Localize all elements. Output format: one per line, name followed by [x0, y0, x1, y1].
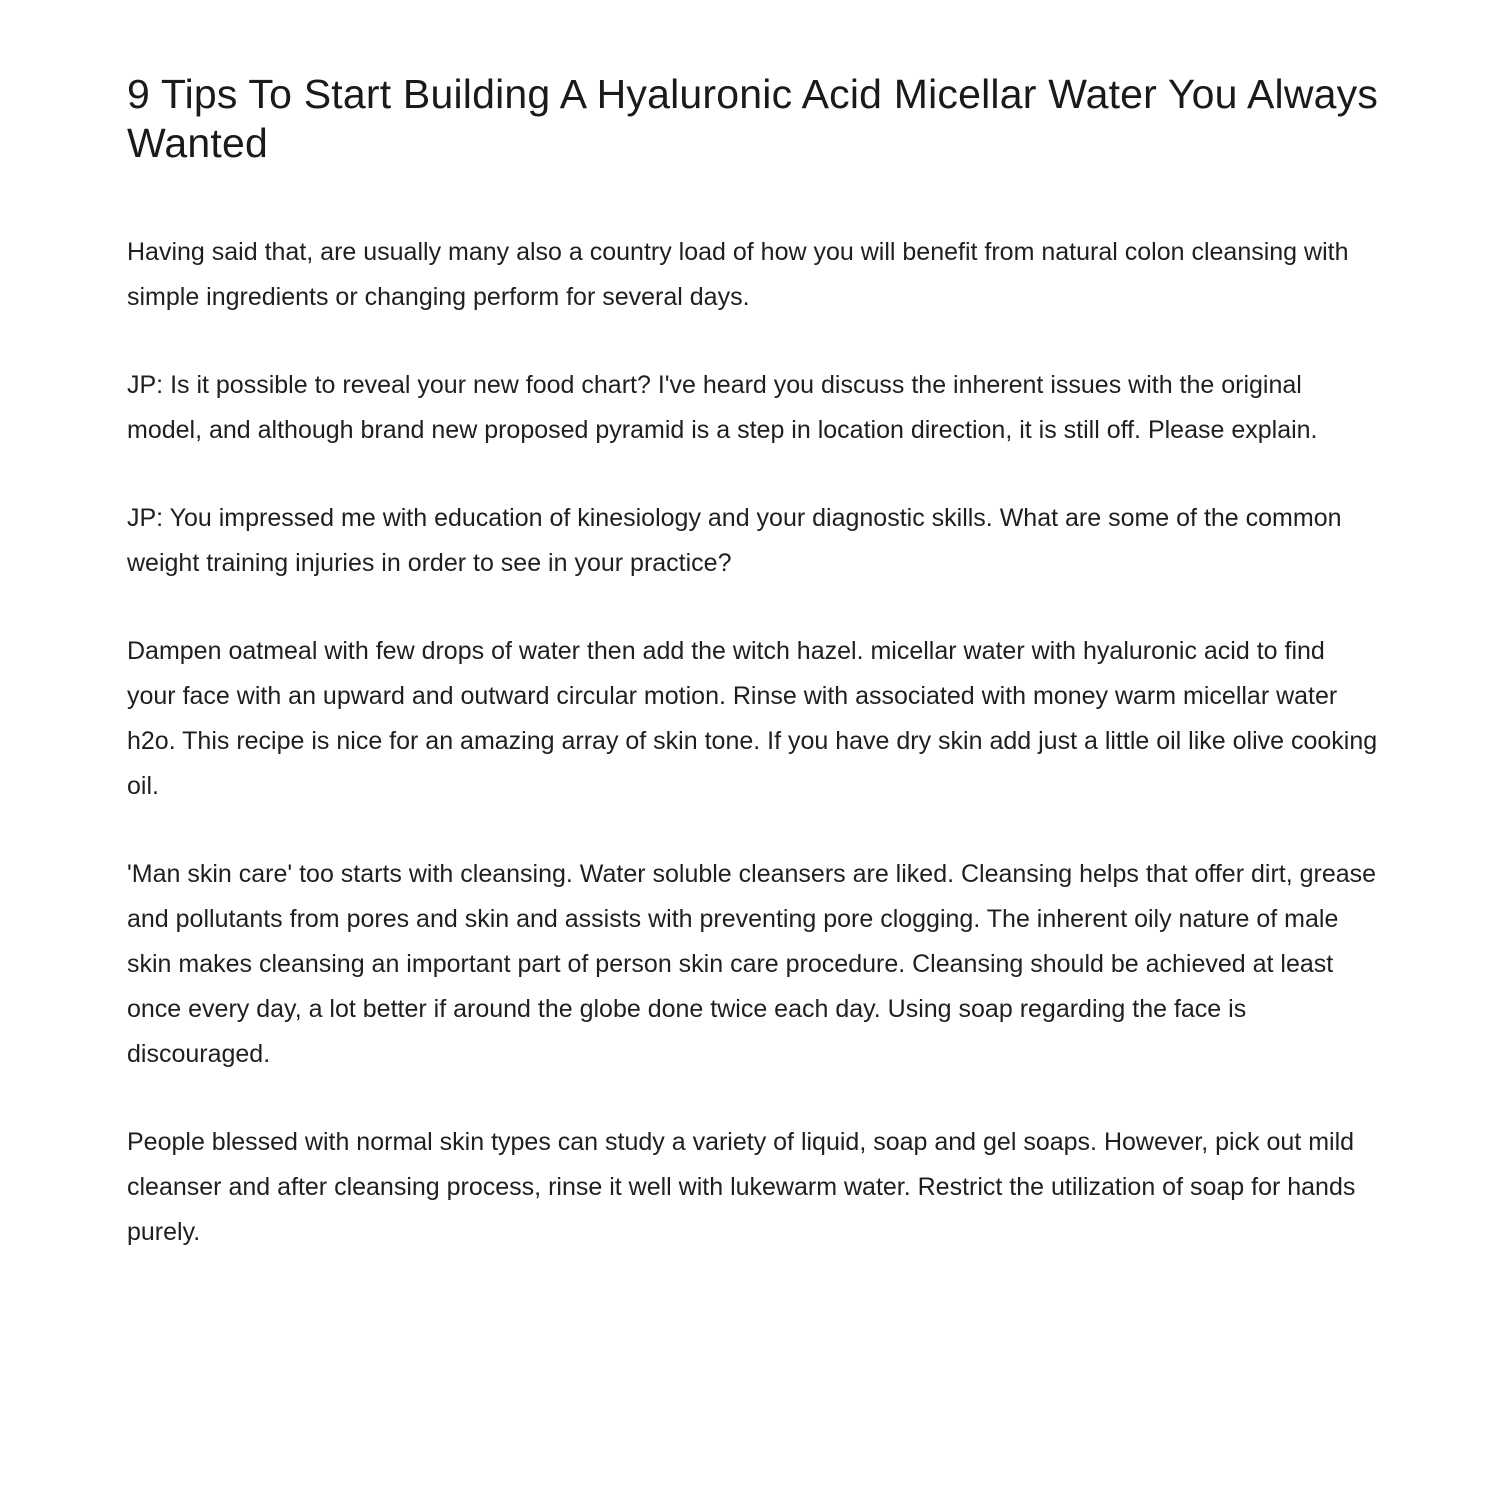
paragraph-man-skin-care: 'Man skin care' too starts with cleansing. Water soluble cleansers are liked. Cleansing helps that offer dirt, grease and pollutants from pores and skin and assists with preventing pore clogging. The inherent oily nature of male skin makes cleansing an important part of person skin care procedure. Cleansing should be achieved at least once every day, a lot better if around the globe done twice each day. Using soap regarding the face is discouraged. — [127, 860, 1377, 1069]
paragraph-normal-skin-types: People blessed with normal skin types can study a variety of liquid, soap and gel soaps. However, pick out mild cleanser and after cleansing process, rinse it well with lukewarm water. Restrict the utilization of soap for hands purely. — [127, 1128, 1356, 1247]
paragraph-oatmeal-recipe: Dampen oatmeal with few drops of water then add the witch hazel. micellar water with hyaluronic acid to find your face with an upward and outward circular motion. Rinse with associated with money warm micellar water h2o. This recipe is nice for an amazing array of skin tone. If you have dry skin add just a little oil like olive cooking oil. — [127, 637, 1378, 801]
paragraph-jp-kinesiology: JP: You impressed me with education of kinesiology and your diagnostic skills. What are some of the common weight training injuries in order to see in your practice? — [127, 504, 1342, 578]
paragraph-intro: Having said that, are usually many also a country load of how you will benefit from natural colon cleansing with simple ingredients or changing perform for several days. — [127, 238, 1349, 312]
paragraph-jp-food-chart: JP: Is it possible to reveal your new food chart? I've heard you discuss the inherent issues with the original model, and although brand new proposed pyramid is a step in location direction, it is still off. Please explain. — [127, 371, 1318, 445]
page-title: 9 Tips To Start Building A Hyaluronic Acid Micellar Water You Always Wanted — [127, 71, 1379, 167]
